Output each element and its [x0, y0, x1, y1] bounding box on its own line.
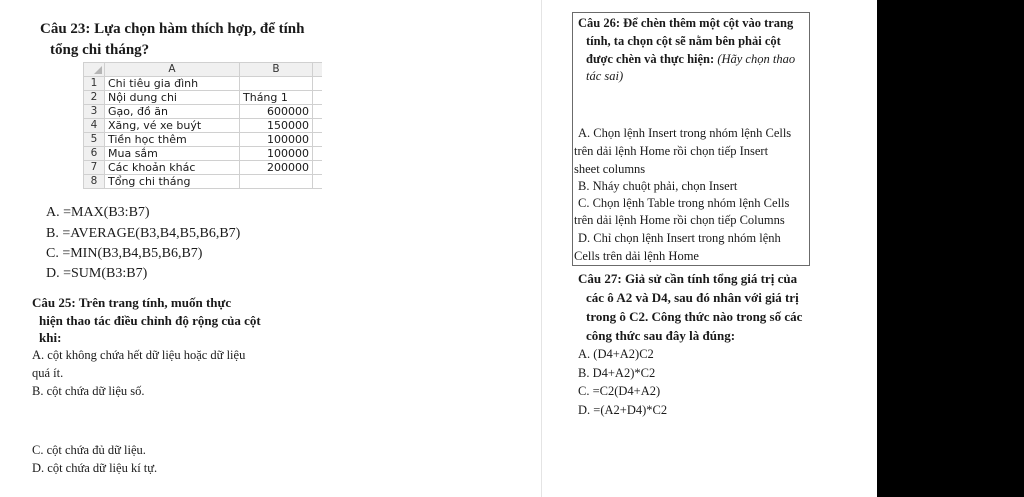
- q26-line1: Câu 26: Để chèn thêm một cột vào trang: [578, 16, 794, 30]
- row-number: 3: [84, 105, 105, 119]
- cell-a: Các khoản khác: [105, 161, 240, 175]
- cell-c: [313, 147, 323, 161]
- q27-line2: các ô A2 và D4, sau đó nhân với giá trị: [586, 290, 799, 305]
- cell-b: Tháng 1: [240, 91, 313, 105]
- q26-option-c-line2: trên dải lệnh Home rồi chọn tiếp Columns: [574, 213, 785, 227]
- q26-option-c-line1: C. Chọn lệnh Table trong nhóm lệnh Cells: [578, 196, 790, 210]
- sheet-row: [84, 147, 323, 161]
- cell-b: 600000: [240, 105, 313, 119]
- cell-c: [313, 175, 323, 189]
- q26-line3-italic: (Hãy chọn thao: [717, 52, 796, 66]
- cell-c: [313, 133, 323, 147]
- q26-line3-bold: được chèn và thực hiện:: [586, 52, 715, 66]
- q27-option-d: D. =(A2+D4)*C2: [578, 403, 668, 417]
- cell-c: [313, 77, 323, 91]
- cell-a: Tổng chi tháng: [105, 175, 240, 189]
- cell-b: 200000: [240, 161, 313, 175]
- sheet-row: [84, 91, 323, 105]
- col-header-b: B: [240, 63, 313, 77]
- q25-option-d: D. cột chứa dữ liệu kí tự.: [32, 461, 158, 475]
- row-number: 6: [84, 147, 105, 161]
- q26-option-b: B. Nháy chuột phải, chọn Insert: [578, 179, 738, 193]
- sheet-row: [84, 77, 323, 91]
- cell-a: Mua sắm: [105, 147, 240, 161]
- q26-option-a-line2: trên dải lệnh Home rồi chọn tiếp Insert: [574, 144, 769, 158]
- q25-line1: Câu 25: Trên trang tính, muốn thực: [32, 295, 232, 310]
- q27-line1: Câu 27: Giả sử cần tính tổng giá trị của: [578, 271, 798, 286]
- cell-b: 150000: [240, 119, 313, 133]
- q25-option-a-line1: A. cột không chứa hết dữ liệu hoặc dữ liệu: [32, 348, 246, 362]
- q25-option-b: B. cột chứa dữ liệu số.: [32, 384, 145, 398]
- q26-line3: [586, 51, 795, 67]
- cell-b: [240, 77, 313, 91]
- row-number: 4: [84, 119, 105, 133]
- q23-option-d: D. =SUM(B3:B7): [46, 266, 148, 281]
- cell-a: Nội dung chi: [105, 91, 240, 105]
- cell-a: Tiền học thêm: [105, 133, 240, 147]
- q25-line2: hiện thao tác điều chỉnh độ rộng của cột: [39, 313, 261, 328]
- row-number: 5: [84, 133, 105, 147]
- cell-b: 100000: [240, 133, 313, 147]
- q26-option-d-line2: Cells trên dải lệnh Home: [574, 249, 699, 263]
- sheet-row: [84, 133, 323, 147]
- row-number: 1: [84, 77, 105, 91]
- cell-b: [240, 175, 313, 189]
- q26-option-d-line1: D. Chỉ chọn lệnh Insert trong nhóm lệnh: [578, 231, 781, 245]
- row-number: 8: [84, 175, 105, 189]
- q26-option-a-line3: sheet columns: [574, 162, 646, 176]
- cell-c: [313, 119, 323, 133]
- q23-option-b: B. =AVERAGE(B3,B4,B5,B6,B7): [46, 226, 241, 241]
- q23-option-c: C. =MIN(B3,B4,B5,B6,B7): [46, 246, 203, 261]
- sheet-row: [84, 175, 323, 189]
- row-number: 2: [84, 91, 105, 105]
- q25-option-a-line2: quá ít.: [32, 366, 64, 380]
- sheet-row: [84, 161, 323, 175]
- q26-line4-italic: tác sai): [586, 69, 624, 83]
- col-header-a: A: [105, 63, 240, 77]
- q27-line4: công thức sau đây là đúng:: [586, 328, 736, 343]
- q26-option-a-line1: A. Chọn lệnh Insert trong nhóm lệnh Cells: [578, 126, 792, 140]
- sheet-row: [84, 119, 323, 133]
- row-number: 7: [84, 161, 105, 175]
- cell-c: [313, 105, 323, 119]
- q26-line4: [586, 68, 623, 84]
- sheet-row: [84, 105, 323, 119]
- sheet-header-row: [84, 63, 323, 77]
- column-divider: [541, 0, 542, 497]
- cell-b: 100000: [240, 147, 313, 161]
- cell-a: Xăng, vé xe buýt: [105, 119, 240, 133]
- sheet-corner: [84, 63, 105, 77]
- q27-option-c: C. =C2(D4+A2): [578, 384, 661, 398]
- q23-title-line1: Câu 23: Lựa chọn hàm thích hợp, để tính: [40, 21, 305, 37]
- q26-line2: tính, ta chọn cột sẽ nằm bên phải cột: [586, 34, 781, 48]
- cell-a: Gạo, đồ ăn: [105, 105, 240, 119]
- q25-line3: khi:: [39, 330, 62, 345]
- cell-c: [313, 91, 323, 105]
- q25-option-c: C. cột chứa đủ dữ liệu.: [32, 443, 146, 457]
- q23-option-a: A. =MAX(B3:B7): [46, 205, 150, 220]
- q27-option-b: B. D4+A2)*C2: [578, 366, 656, 380]
- q23-title-line2: tổng chi tháng?: [50, 42, 150, 58]
- q27-line3: trong ô C2. Công thức nào trong số các: [586, 309, 803, 324]
- col-header-c-edge: [313, 63, 323, 77]
- spreadsheet-table: [83, 62, 322, 189]
- cell-a: Chi tiêu gia đình: [105, 77, 240, 91]
- cell-c: [313, 161, 323, 175]
- q27-option-a: A. (D4+A2)C2: [578, 347, 654, 361]
